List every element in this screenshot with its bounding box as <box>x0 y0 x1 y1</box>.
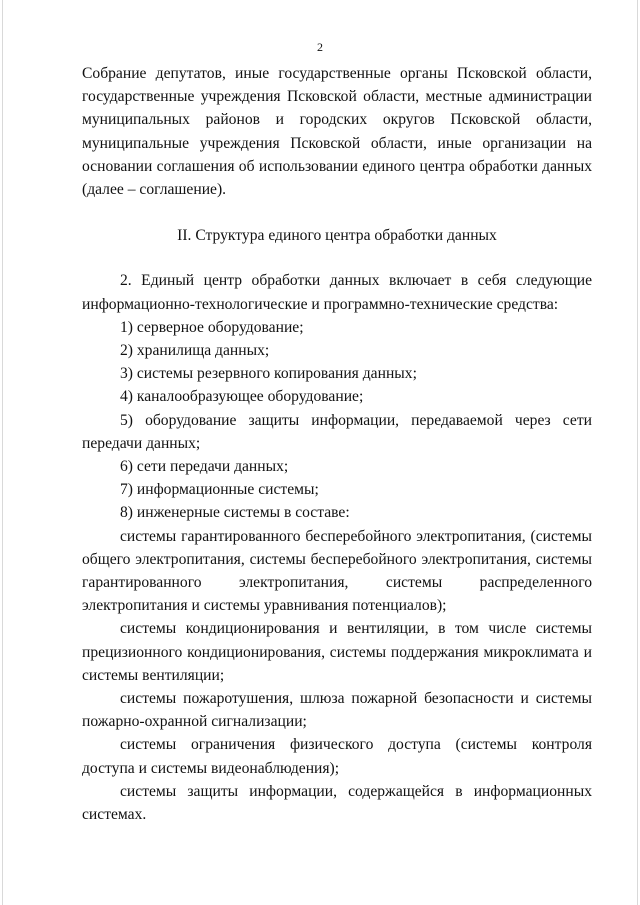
list-item: системы кондиционирования и вентиляции, в том числе системы прецизионного кондиционирования, системы поддержания микроклимата и системы вентиляции; <box>82 620 592 684</box>
list-item: системы гарантированного бесперебойного электропитания, (системы общего электропитания, системы бесперебойного электропитания, системы гарантированного электропитания, системы распределенного электропитания и системы уравнивания потенциалов); <box>82 527 592 615</box>
spacer <box>82 201 592 224</box>
spacer <box>82 247 592 269</box>
list-item: 1) серверное оборудование; <box>120 318 304 336</box>
scan-edge-left <box>2 0 3 905</box>
list-item: 2. Единый центр обработки данных включает в себя следующие информационно-технологические и программно-технические средства: <box>82 272 592 313</box>
page-number: 2 <box>317 40 323 54</box>
list-item: 3) системы резервного копирования данных; <box>120 365 417 383</box>
list-item: 5) оборудование защиты информации, передаваемой через сети передачи данных; <box>82 411 592 452</box>
list-item: системы ограничения физического доступа (системы контроля доступа и системы видеонаблюдения); <box>82 736 592 777</box>
list-item: 6) сети передачи данных; <box>120 458 289 476</box>
list-item: системы пожаротушения, шлюза пожарной безопасности и системы пожарно-охранной сигнализации; <box>82 690 592 731</box>
scan-edge-right <box>637 0 638 905</box>
section-heading: II. Структура единого центра обработки данных <box>177 227 497 245</box>
list-item: 4) каналообразующее оборудование; <box>120 388 364 406</box>
list-item: системы защиты информации, содержащейся в информационных системах. <box>82 782 592 824</box>
list-item: 7) информационные системы; <box>120 481 319 499</box>
intro-paragraph: Собрание депутатов, иные государственные органы Псковской области, государственные учреждения Псковской области, местные администрации муниципальных районов и городских округов Псковской области, муниципальные учреждения Псковской области, иные организации на основании соглашения об использовании единого центра обработки данных (далее – соглашение). <box>82 65 592 199</box>
list-item: 2) хранилища данных; <box>120 342 270 360</box>
list-item: 8) инженерные системы в составе: <box>120 504 350 522</box>
document-body <box>82 62 592 826</box>
